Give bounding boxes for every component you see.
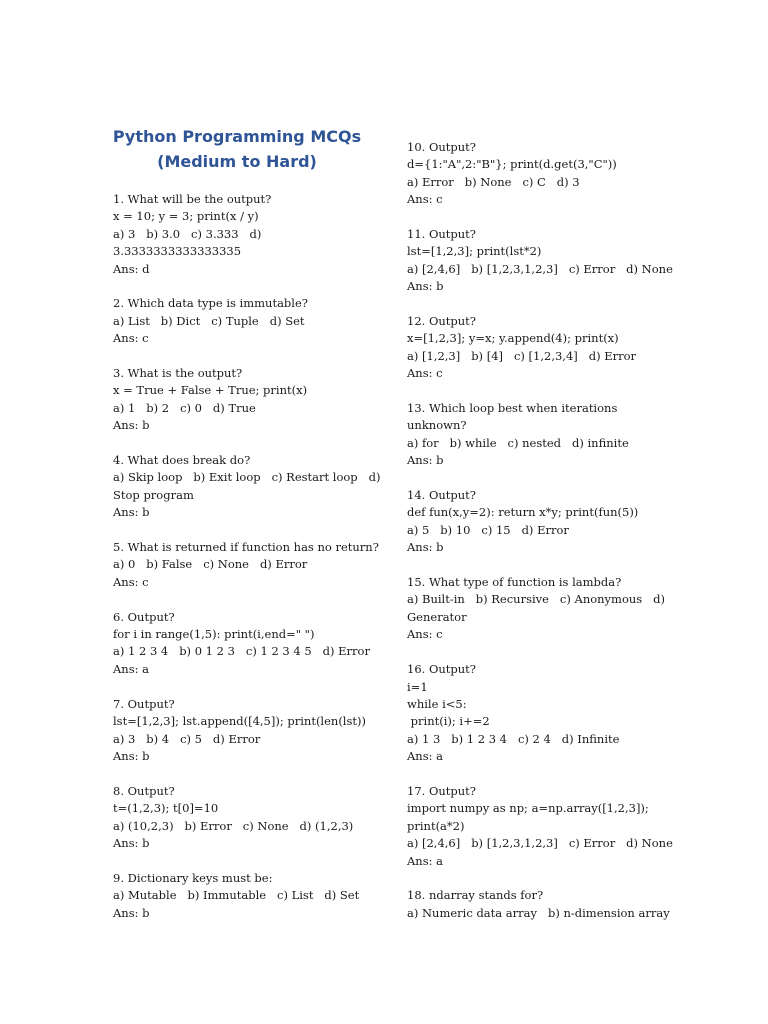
option-line: lst=[1,2,3]; lst.append([4,5]); print(len(lst)) — [113, 714, 366, 729]
question-block — [407, 313, 667, 383]
question-block — [113, 191, 383, 278]
question-text: 1. What will be the output? — [113, 192, 272, 206]
question-block — [113, 870, 383, 922]
question-block — [407, 139, 667, 209]
option-line: a) Skip loop b) Exit loop c) Restart loop d) — [113, 470, 381, 485]
option-line: Stop program — [113, 487, 194, 502]
answer-line: Ans: b — [113, 835, 150, 850]
page-title — [112, 124, 362, 174]
question-text: 3. What is the output? — [113, 366, 243, 381]
option-line: a) 1 3 b) 1 2 3 4 c) 2 4 d) Infinite — [407, 731, 620, 746]
option-line: t=(1,2,3); t[0]=10 — [113, 801, 219, 816]
question-text: 5. What is returned if function has no return? — [113, 540, 379, 555]
option-line: a) for b) while c) nested d) infinite — [407, 435, 629, 450]
answer-line: Ans: a — [407, 853, 443, 868]
question-block — [407, 783, 673, 870]
question-text: 11. Output? — [407, 227, 476, 242]
answer-line: Ans: c — [407, 366, 443, 381]
question-text: 8. Output? — [113, 783, 175, 798]
question-text: 10. Output? — [407, 140, 476, 154]
question-text: 17. Output? — [407, 783, 476, 798]
page-title-line-1: Python Programming MCQs — [112, 127, 362, 146]
option-line: Generator — [407, 609, 467, 624]
question-text: 13. Which loop best when iterations — [407, 401, 618, 416]
question-text: 15. What type of function is lambda? — [407, 575, 622, 590]
option-line: x=[1,2,3]; y=x; y.append(4); print(x) — [407, 331, 619, 346]
answer-line: Ans: b — [113, 748, 150, 763]
answer-line: Ans: a — [113, 661, 149, 676]
page-title-line-2: (Medium to Hard) — [157, 152, 317, 171]
answer-line: Ans: c — [407, 192, 443, 207]
question-text: 7. Output? — [113, 696, 175, 711]
option-line: while i<5: — [407, 696, 467, 711]
question-text: 12. Output? — [407, 314, 476, 329]
option-line: import numpy as np; a=np.array([1,2,3]); — [407, 801, 649, 816]
answer-line: Ans: d — [113, 261, 150, 276]
option-line: a) 1 2 3 4 b) 0 1 2 3 c) 1 2 3 4 5 d) Error — [113, 644, 370, 659]
question-block — [407, 887, 670, 922]
option-line: a) [2,4,6] b) [1,2,3,1,2,3] c) Error d) None — [407, 836, 673, 851]
left-column — [113, 191, 383, 939]
question-block — [407, 400, 667, 470]
option-line: a) [1,2,3] b) [4] c) [1,2,3,4] d) Error — [407, 348, 637, 363]
option-line: a) 5 b) 10 c) 15 d) Error — [407, 522, 569, 537]
option-line: a) Error b) None c) C d) 3 — [407, 174, 580, 189]
answer-line: Ans: c — [407, 627, 443, 642]
option-line: i=1 — [407, 679, 428, 694]
answer-line: Ans: c — [113, 331, 149, 346]
question-block — [407, 226, 673, 296]
option-line: a) [2,4,6] b) [1,2,3,1,2,3] c) Error d) None — [407, 261, 673, 276]
option-line: for i in range(1,5): print(i,end=" ") — [113, 627, 315, 642]
question-block — [113, 365, 383, 435]
option-line: x = True + False + True; print(x) — [113, 383, 308, 398]
option-line: a) Mutable b) Immutable c) List d) Set — [113, 888, 360, 903]
question-block — [113, 609, 383, 679]
question-text: 6. Output? — [113, 609, 175, 624]
answer-line: Ans: b — [113, 905, 150, 920]
question-text: 16. Output? — [407, 662, 476, 677]
answer-line: Ans: b — [113, 418, 150, 433]
option-line: a) 3 b) 4 c) 5 d) Error — [113, 731, 261, 746]
option-line: a) 3 b) 3.0 c) 3.333 d) — [113, 226, 262, 241]
option-line: x = 10; y = 3; print(x / y) — [113, 209, 259, 224]
answer-line: Ans: b — [113, 505, 150, 520]
answer-line: Ans: b — [407, 453, 444, 468]
question-block — [113, 783, 383, 853]
question-text: 14. Output? — [407, 488, 476, 503]
option-line: print(a*2) — [407, 818, 465, 833]
option-line: a) 0 b) False c) None d) Error — [113, 557, 308, 572]
question-block — [113, 696, 383, 766]
question-text: 9. Dictionary keys must be: — [113, 870, 273, 885]
answer-line: Ans: a — [407, 749, 443, 764]
option-line: a) Built-in b) Recursive c) Anonymous d) — [407, 592, 666, 607]
option-line: a) Numeric data array b) n-dimension array — [407, 905, 670, 920]
option-line: d={1:"A",2:"B"}; print(d.get(3,"C")) — [407, 157, 617, 172]
option-line: a) (10,2,3) b) Error c) None d) (1,2,3) — [113, 818, 354, 833]
right-column — [407, 139, 673, 940]
option-line: unknown? — [407, 418, 467, 433]
question-block — [407, 487, 667, 557]
option-line: a) List b) Dict c) Tuple d) Set — [113, 313, 305, 328]
question-block — [407, 574, 667, 644]
answer-line: Ans: c — [113, 574, 149, 589]
question-text: 4. What does break do? — [113, 453, 251, 468]
question-block — [113, 452, 383, 522]
option-line: lst=[1,2,3]; print(lst*2) — [407, 244, 542, 259]
answer-line: Ans: b — [407, 279, 444, 294]
option-line: print(i); i+=2 — [407, 714, 490, 729]
question-block — [407, 661, 667, 765]
question-text: 18. ndarray stands for? — [407, 888, 544, 903]
option-line: 3.3333333333333335 — [113, 244, 242, 259]
question-block — [113, 295, 383, 347]
option-line: def fun(x,y=2): return x*y; print(fun(5)) — [407, 505, 639, 520]
question-block — [113, 539, 383, 591]
question-text: 2. Which data type is immutable? — [113, 296, 308, 311]
option-line: a) 1 b) 2 c) 0 d) True — [113, 400, 256, 415]
answer-line: Ans: b — [407, 540, 444, 555]
